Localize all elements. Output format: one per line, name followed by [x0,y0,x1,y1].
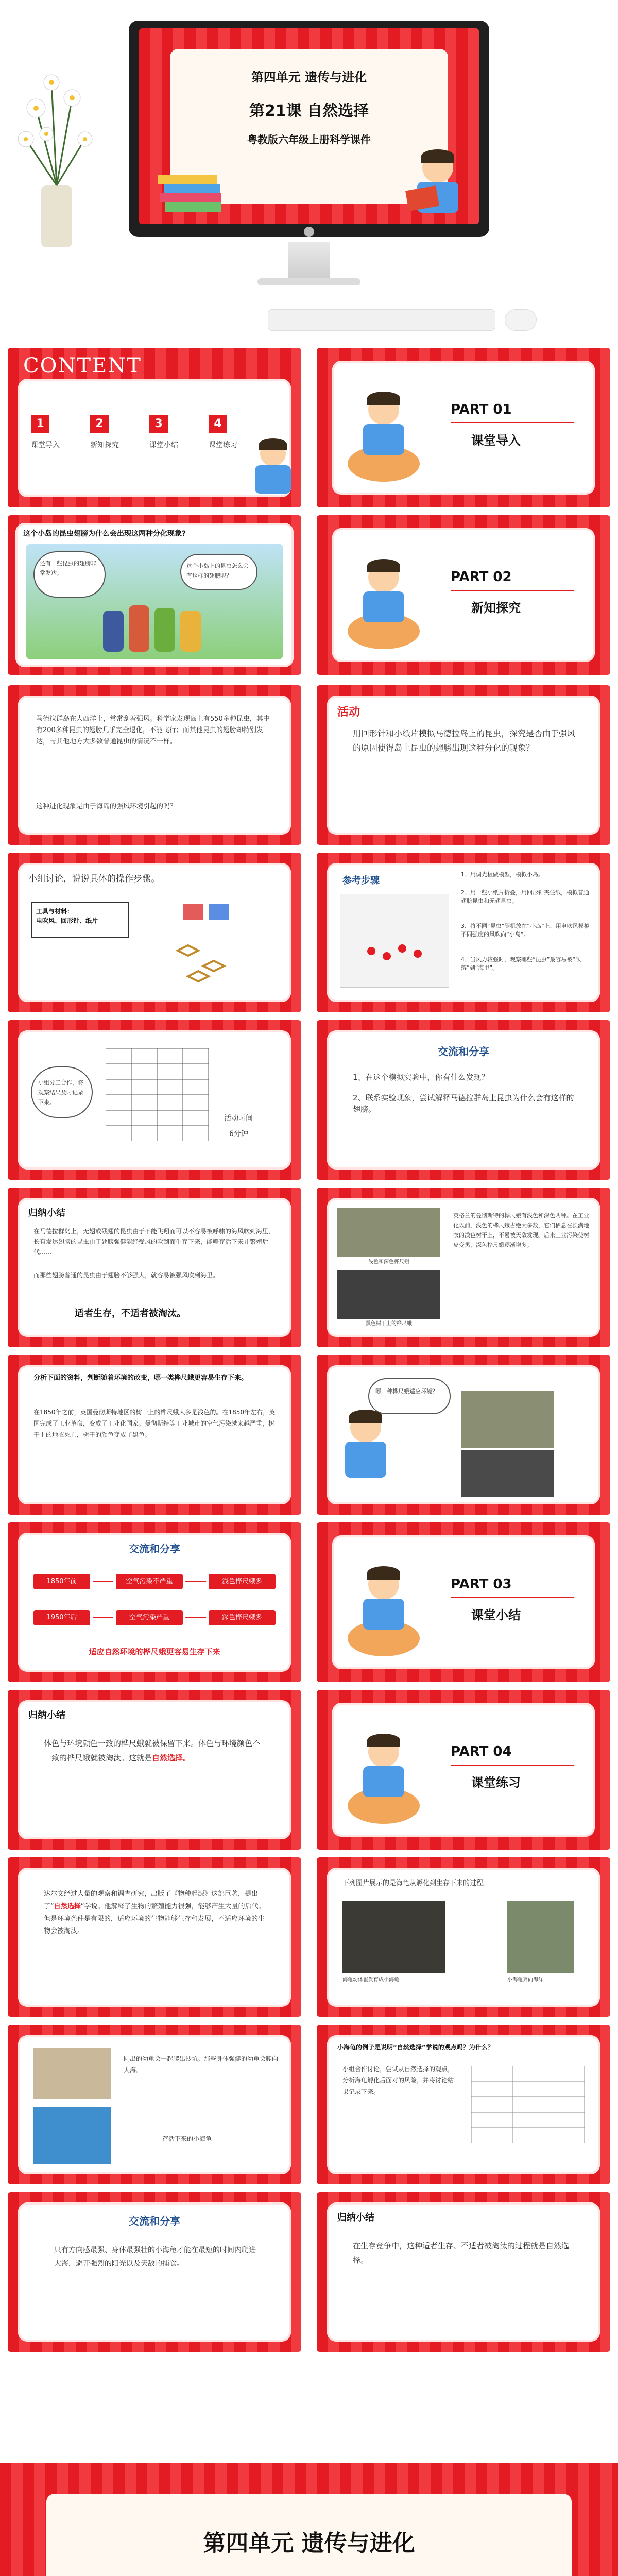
summary2-text-block [44,1736,265,1765]
part02-divider [451,590,574,591]
part03-illustration [348,1558,420,1662]
turtle-detail-text1: 刚出的幼龟会一起爬出沙坑。那些身体强健的幼龟会爬向大海。 [124,2055,279,2074]
slide-content [8,348,301,507]
summary2-title: 归纳小结 [28,1710,65,1721]
moth-photo-3 [461,1391,554,1448]
turtle-caption-2: 小海龟奔向海洋 [507,1977,543,1983]
content-label-1[interactable]: 课堂导入 [31,441,60,449]
summary1-text2: 而那些翅膀普通的昆虫由于翅膀不够强大，就容易被强风吹到海里。 [33,1272,219,1279]
record-time-label: 活动时间 [224,1114,253,1123]
bubble-left: 还有一些昆虫的翅膀非常发达。 [33,551,106,598]
turtle-caption-1: 海龟幼体蛋发育成小海龟 [342,1977,399,1983]
slide-intro-question [8,515,301,675]
summary1-text: 在马德拉群岛上，无翅或残翅的昆虫由于不能飞翔而可以不容易被呼啸的海风吹到海里，长有发达翅膀的昆虫由于翅膀强健能经受风的吹刮而生存下来，能够存活下来并繁殖后代…… [33,1228,275,1256]
boy-thinking-illustration [337,1412,394,1494]
darwin-key: 自然选择 [54,1903,81,1910]
island-text: 马德拉群岛在大西洋上，常常刮着强风。科学家发现岛上有550多种昆虫，其中有200多种昆虫的翅膀几乎完全退化，不能飞行；而其他昆虫的翅膀却特别发达，与其他地方大多数普通昆虫的情况不一样。 [36,715,270,745]
content-num-2: 2 [90,415,109,433]
share2-row1-year: 1850年前 [33,1574,90,1589]
share2-row2-env: 空气污染严重 [116,1610,183,1625]
share2-row2-moth: 深色桦尺蛾多 [209,1610,276,1625]
practice-title: 小海龟的例子是说明“自然选择”学说的观点吗？为什么？ [337,2044,494,2051]
slide-share2 [8,1522,301,1682]
content-label-2[interactable]: 新知探究 [90,441,119,449]
cover-large-unit: 第四单元 遗传与进化 [203,2530,415,2556]
slide-reference [317,853,610,1012]
apple-logo-icon [304,227,314,237]
moth-photo-1 [337,1208,440,1257]
slide-moth [317,1188,610,1347]
moth-photo-2 [337,1270,440,1319]
record-table [106,1048,209,1141]
content-num-4: 4 [209,415,227,433]
turtle-photo-3 [33,2048,111,2099]
turtle-photo-1 [342,1901,445,1973]
reference-step-2: 2、用一些小纸片折叠，用回形针夹住纸，模拟普通翅膀昆虫和无翅昆虫。 [461,889,589,904]
keyboard [268,309,495,331]
materials-illustration [162,899,245,987]
moth-caption-1: 浅色和深色桦尺蛾 [368,1259,409,1265]
turtle-photo-4 [33,2107,111,2164]
moth-analysis-text: 在1850年之前，英国曼彻斯特地区的树干上的桦尺蛾大多是浅色的。在1850年左右，英国完成了工业革命，变成了工业化国家。曼彻斯特等工业城市的空气污染越来越严重，树干上的地衣死亡，树干的颜色变成了黑色。 [33,1409,276,1438]
content-label-3[interactable]: 课堂小结 [149,441,178,449]
island-question: 这种进化现象是由于海岛的强风环境引起的吗？ [36,803,177,810]
reference-photo [340,894,449,988]
content-heading: CONTENT [23,354,142,378]
record-bubble: 小组分工合作，将观察结果及时记录下来。 [31,1066,93,1118]
tools-box: 工具与材料： 电吹风、回形针、纸片 [31,902,129,938]
slide-turtle [317,1857,610,2017]
reference-title: 参考步骤 [342,875,380,886]
slide-summary3 [317,2192,610,2352]
summary3-title: 归纳小结 [337,2212,374,2223]
practice-text: 小组合作讨论，尝试从自然选择的观点，分析海龟孵化后面对的风险，并将讨论结果记录下来。 [342,2065,454,2095]
cover-course: 粤教版六年级上册科学课件 [247,133,371,146]
monitor-base [258,278,360,285]
turtle-photo-2 [507,1901,574,1973]
summary2-text: 体色与环境颜色一致的桦尺蛾就被保留下来。体色与环境颜色不一致的桦尺蛾就被淘汰。这就是 [44,1739,261,1762]
slide-activity [317,685,610,845]
part01-title: 课堂导入 [471,433,521,448]
part02-title: 新知探究 [471,601,521,615]
cover-lesson: 第21课 自然选择 [249,102,369,120]
cover-unit: 第四单元 遗传与进化 [251,70,367,84]
slide-record [8,1020,301,1180]
slide-practice [317,2025,610,2184]
practice-table [471,2066,585,2143]
slide-part03 [317,1522,610,1682]
part03-title: 课堂小结 [471,1608,521,1622]
part01-illustration [348,384,420,487]
mouse [505,309,537,331]
slide-summary2 [8,1690,301,1850]
slide-part02 [317,515,610,675]
part02-illustration [348,551,420,654]
intro-question-title: 这个小岛的昆虫翅膀为什么会出现这两种分化现象? [23,530,186,538]
reference-step-3: 3、将不同“昆虫”随机放在“小岛”上，用电吹风模拟不同强度的风吹向“小岛”。 [461,923,590,938]
share1-q1: 1、在这个模拟实验中，你有什么发现？ [353,1073,489,1082]
summary1-title: 归纳小结 [28,1208,65,1218]
slide-summary1 [8,1188,301,1347]
part03-divider [451,1597,574,1598]
share1-q2: 2、联系实验现象，尝试解释马德拉群岛上昆虫为什么会有这样的翅膀。 [353,1093,574,1114]
slide-cover-large [0,2463,618,2576]
moth-text: 英格兰的曼彻斯特的桦尺蛾有浅色和深色两种。在工业化以前，浅色的桦尺蛾占绝大多数，它们栖息在长满地衣的浅色树干上，不易被天敌发现。后来工业污染使树皮变黑，深色桦尺蛾逐渐增多。 [453,1212,589,1248]
reference-step-4: 4、当风力较强时，观察哪些“昆虫”最容易被“吹落”到“海里”。 [461,956,581,971]
share2-row1-env: 空气污染不严重 [116,1574,183,1589]
reference-step-1: 1、用调光板做模型，模拟小岛。 [461,871,544,878]
share2-arrows [90,1574,209,1625]
books-illustration [154,157,227,214]
record-time-value: 6分钟 [229,1130,248,1138]
slide-share3 [8,2192,301,2352]
monitor-stand [288,242,330,278]
part04-illustration [348,1726,420,1829]
activity-text: 用回形针和小纸片模拟马德拉岛上的昆虫，探究是否由于强风的原因使得岛上昆虫的翅膀出现这种分化的现象？ [353,728,576,753]
slide-turtle-detail [8,2025,301,2184]
slide-part04 [317,1690,610,1850]
share3-title: 交流和分享 [129,2215,180,2227]
flower-vase-illustration [15,62,93,258]
summary1-conclusion: 适者生存，不适者被淘汰。 [75,1308,186,1319]
slide-share1 [317,1020,610,1180]
turtle-detail-text2: 存活下来的小海龟 [162,2135,212,2142]
monitor-screen [139,28,479,224]
share2-row1-moth: 浅色桦尺蛾多 [209,1574,276,1589]
moth-photo-4 [461,1450,554,1497]
share3-text: 只有方向感最强、身体最强壮的小海龟才能在最短的时间内爬进大海，避开强烈的阳光以及天敌的捕食。 [54,2246,256,2268]
discussion-text: 小组讨论，说说具体的操作步骤。 [28,874,160,884]
darwin-text-block [44,1888,265,1938]
moth-bubble: 哪一种桦尺蛾适应环境？ [368,1378,451,1414]
slide-island [8,685,301,845]
share2-row2-year: 1950年后 [33,1610,90,1625]
part04-label: PART 04 [451,1744,512,1759]
turtle-title: 下列图片展示的是海龟从孵化到生存下来的过程。 [342,1879,490,1887]
boy-reading-illustration [407,147,469,219]
darwin-text2: ”学说。他解释了生物的繁殖能力很强，能够产生大量的后代。但是环境条件是有限的，适应环境的生物能够生存和发展，不适应环境的生物会被淘汰。 [44,1903,265,1935]
part04-divider [451,1765,574,1766]
part01-label: PART 01 [451,402,512,417]
share2-title: 交流和分享 [129,1543,180,1555]
part03-label: PART 03 [451,1577,512,1592]
part02-label: PART 02 [451,569,512,585]
slide-darwin [8,1857,301,2017]
share2-conclusion: 适应自然环境的桦尺蛾更容易生存下来 [89,1647,220,1656]
part04-title: 课堂练习 [471,1775,521,1790]
darwin-text: 达尔文经过大量的观察和调查研究，出版了《物种起源》这部巨著，提出了“ [44,1890,259,1910]
activity-title: 活动 [337,706,360,719]
summary3-text: 在生存竞争中，这种适者生存、不适者被淘汰的过程就是自然选择。 [353,2241,570,2265]
content-num-3: 3 [149,415,168,433]
share1-title: 交流和分享 [438,1045,489,1058]
moth-analysis-title: 分析下面的资料，判断随着环境的改变，哪一类桦尺蛾更容易生存下来。 [33,1374,248,1382]
bubble-right: 这个小岛上的昆虫怎么会有这样的翅膀呢？ [180,554,258,590]
slide-discussion [8,853,301,1012]
summary2-highlight: 自然选择。 [152,1753,191,1762]
part01-divider [451,422,574,423]
slide-part01 [317,348,610,507]
slide-moth-analysis [8,1355,301,1515]
island-illustration [26,544,283,659]
slide-moth-bubble [317,1355,610,1515]
boy-illustration [250,440,296,497]
content-num-1: 1 [31,415,49,433]
content-label-4[interactable]: 课堂练习 [209,441,237,449]
moth-caption-2: 黑色树干上的桦尺蛾 [366,1321,412,1327]
